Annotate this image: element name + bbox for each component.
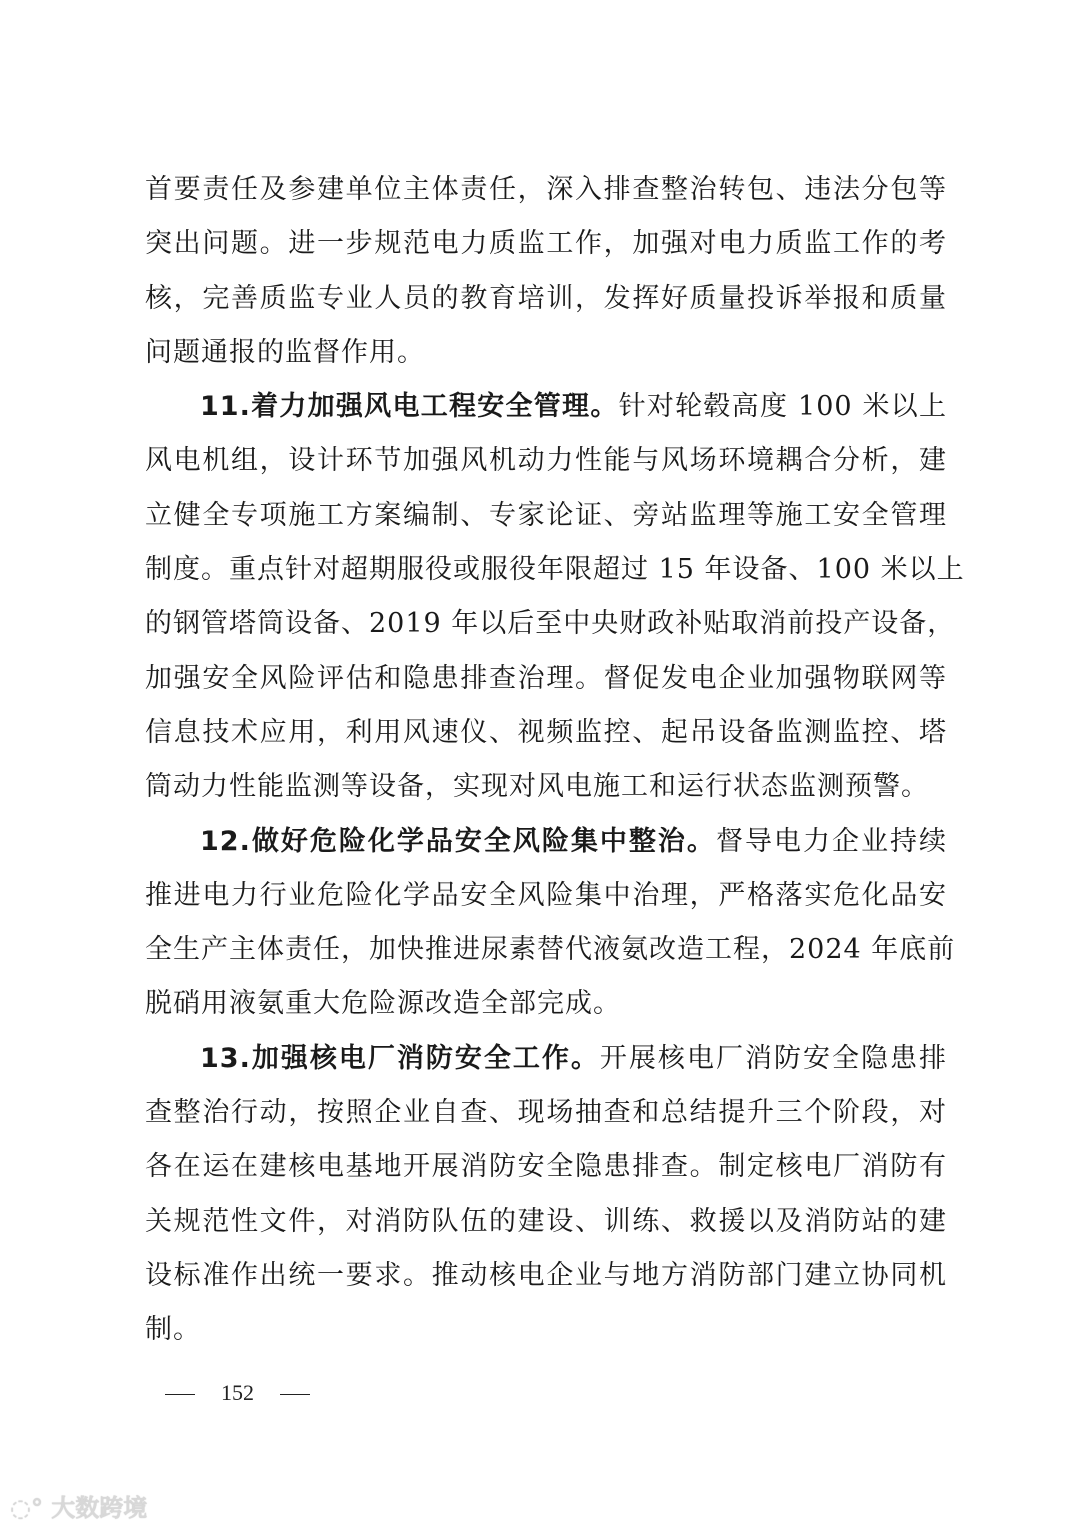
text-line: [145, 1195, 947, 1249]
line-text: 首要责任及参建单位主体责任，深入排查整治转包、违法分包等: [145, 174, 947, 205]
watermark-text: 大数跨境: [51, 1494, 148, 1522]
text-line: [145, 1140, 947, 1194]
text-line: [145, 1303, 947, 1357]
text-line: [145, 217, 947, 271]
section-heading: 12.做好危险化学品安全风险集中整治。: [200, 825, 716, 857]
text-line: [145, 597, 956, 651]
section-heading: 13.加强核电厂消防安全工作。: [200, 1042, 600, 1074]
text-line: [145, 434, 947, 488]
text-line: [145, 326, 947, 380]
text-line: [145, 543, 965, 597]
text-line: [145, 652, 947, 706]
paragraph: [145, 163, 947, 380]
line-text: 脱硝用液氨重大危险源改造全部完成。: [145, 988, 621, 1020]
line-text: 筒动力性能监测等设备，实现对风电施工和运行状态监测预警。: [145, 771, 929, 803]
line-text: 立健全专项施工方案编制、专家论证、旁站监理等施工安全管理: [145, 499, 947, 531]
text-line: [145, 1249, 947, 1303]
line-text: 突出问题。进一步规范电力质监工作，加强对电力质监工作的考: [145, 228, 947, 260]
text-line: [145, 380, 947, 434]
text-line: [145, 869, 947, 923]
text-line: [145, 272, 947, 326]
document-body: [145, 163, 965, 1358]
line-text: 制度。重点针对超期服役或服役年限超过 15 年设备、100 米以上: [145, 554, 965, 586]
line-text: 制。: [145, 1314, 201, 1346]
dash-left: [165, 1394, 195, 1395]
line-text: 核，完善质监专业人员的教育培训，发挥好质量投诉举报和质量: [145, 282, 947, 314]
line-text: 针对轮毂高度 100 米以上: [618, 391, 947, 423]
section-heading: 11.着力加强风电工程安全管理。: [200, 391, 619, 423]
text-line: [145, 815, 947, 869]
text-line: [145, 923, 956, 977]
line-text: 开展核电厂消防安全隐患排: [599, 1042, 947, 1074]
text-line: [145, 1086, 947, 1140]
text-line: [145, 706, 947, 760]
line-text: 问题通报的监督作用。: [145, 336, 425, 368]
line-text: 风电机组，设计环节加强风机动力性能与风场环境耦合分析，建: [145, 445, 947, 477]
text-line: [145, 977, 947, 1031]
paragraph: [145, 380, 965, 814]
text-line: [145, 1032, 947, 1086]
page-number: [165, 1380, 310, 1406]
text-line: [145, 489, 947, 543]
page-number-text: 152: [221, 1380, 254, 1405]
line-text: 督导电力企业持续: [715, 825, 947, 857]
line-text: 查整治行动，按照企业自查、现场抽查和总结提升三个阶段，对: [145, 1097, 947, 1129]
line-text: 关规范性文件，对消防队伍的建设、训练、救援以及消防站的建: [145, 1205, 947, 1237]
watermark-logo: ◌° 大数跨境: [10, 1494, 148, 1522]
text-line: [145, 760, 947, 814]
line-text: 的钢管塔筒设备、2019 年以后至中央财政补贴取消前投产设备，: [145, 608, 956, 640]
text-line: [145, 163, 947, 217]
line-text: 各在运在建核电基地开展消防安全隐患排查。制定核电厂消防有: [145, 1151, 947, 1183]
line-text: 信息技术应用，利用风速仪、视频监控、起吊设备监测监控、塔: [145, 716, 947, 748]
paragraph: [145, 1032, 947, 1358]
line-text: 全生产主体责任，加快推进尿素替代液氨改造工程，2024 年底前: [145, 934, 956, 966]
line-text: 推进电力行业危险化学品安全风险集中治理，严格落实危化品安: [145, 879, 947, 911]
dash-right: [280, 1394, 310, 1395]
paragraph: [145, 815, 956, 1032]
line-text: 加强安全风险评估和隐患排查治理。督促发电企业加强物联网等: [145, 662, 947, 694]
line-text: 设标准作出统一要求。推动核电企业与地方消防部门建立协同机: [145, 1259, 947, 1291]
